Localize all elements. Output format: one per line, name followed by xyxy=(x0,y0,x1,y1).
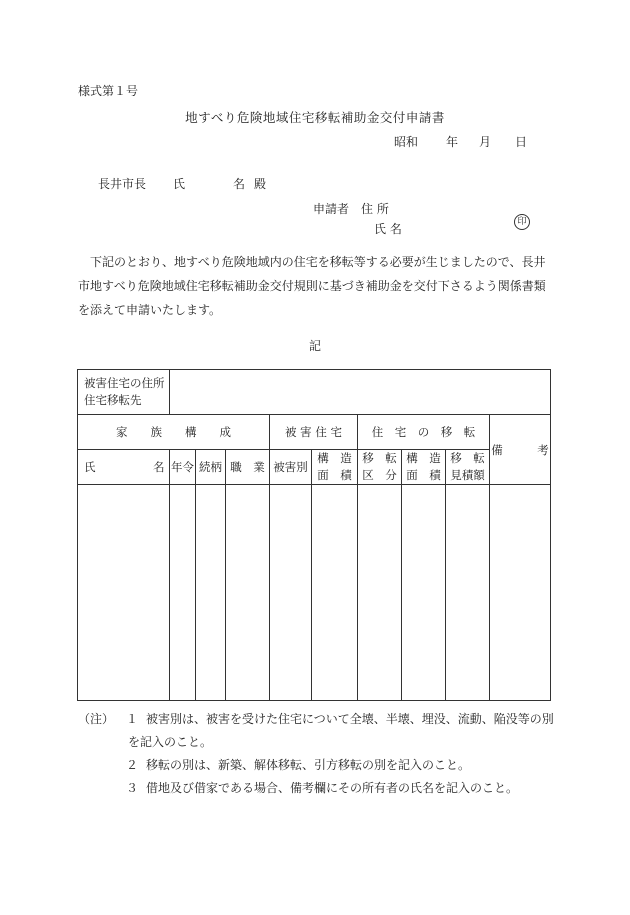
addressee-suffix: 殿 xyxy=(254,177,267,191)
col-estimate-line2: 見積額 xyxy=(450,468,485,482)
age-entry-cell[interactable] xyxy=(170,485,196,701)
col-estimate-line1: 移 転 xyxy=(450,451,485,465)
damage-type-entry-cell[interactable] xyxy=(270,485,312,701)
date-year: 年 xyxy=(446,135,459,149)
applicant-address-label: 住 所 xyxy=(361,202,389,216)
notes-section xyxy=(78,708,558,800)
note-number: ３ xyxy=(126,781,139,795)
addressee-mei: 名 xyxy=(233,177,246,191)
col-structure-area-line2: 面 積 xyxy=(317,468,352,482)
body-line: を添えて申請いたします。 xyxy=(78,303,222,317)
note-item xyxy=(78,708,558,731)
address-value-cell[interactable] xyxy=(170,370,551,415)
note-text: 被害別は、被害を受けた住宅について全壊、半壊、埋没、流動、陥没等の別 xyxy=(146,712,554,726)
col-age: 年令 xyxy=(170,450,196,485)
col-new-structure xyxy=(402,450,446,485)
date-month: 月 xyxy=(479,135,492,149)
col-relocation-type-line1: 移 転 xyxy=(362,451,397,465)
damaged-address-label: 被害住宅の住所 xyxy=(84,376,165,390)
name-entry-cell[interactable] xyxy=(78,485,170,701)
col-occupation: 職 業 xyxy=(226,450,270,485)
col-damage-type: 被害別 xyxy=(270,450,312,485)
note-text: 借地及び借家である場合、備考欄にその所有者の氏名を記入のこと。 xyxy=(146,781,519,795)
note-continuation: を記入のこと。 xyxy=(128,735,213,749)
body-line: 下記のとおり、地すべり危険地域内の住宅を移転等する必要が生じましたので、長井 xyxy=(78,255,546,269)
body-paragraph xyxy=(78,250,552,322)
ki-heading: 記 xyxy=(308,339,321,353)
form-title: 地すべり危険地域住宅移転補助金交付申請書 xyxy=(185,110,445,125)
addressee-title: 長井市長 xyxy=(98,177,147,191)
relocation-header: 住 宅 の 移 転 xyxy=(358,415,490,450)
col-estimate xyxy=(446,450,490,485)
new-structure-entry-cell[interactable] xyxy=(402,485,446,701)
occupation-entry-cell[interactable] xyxy=(226,485,270,701)
application-table xyxy=(77,369,551,701)
structure-area-entry-cell[interactable] xyxy=(312,485,358,701)
note-item xyxy=(78,754,558,777)
note-text: 移転の別は、新築、解体移転、引方移転の別を記入のこと。 xyxy=(146,758,471,772)
col-name: 氏 名 xyxy=(78,450,170,485)
remarks-entry-cell[interactable] xyxy=(490,485,551,701)
notes-label: （注） xyxy=(78,712,115,726)
family-header: 家 族 構 成 xyxy=(78,415,270,450)
addressee-shi: 氏 xyxy=(173,177,186,191)
remarks-header: 備 考 xyxy=(490,415,551,485)
date-day: 日 xyxy=(515,135,528,149)
date-era: 昭和 xyxy=(394,135,419,149)
damaged-house-header: 被 害 住 宅 xyxy=(270,415,358,450)
applicant-label: 申請者 xyxy=(313,202,350,216)
note-number: １ xyxy=(126,712,139,726)
note-item xyxy=(78,777,558,800)
address-header-cell xyxy=(78,370,170,415)
col-new-structure-line1: 構 造 xyxy=(406,451,441,465)
col-relation: 続柄 xyxy=(196,450,226,485)
col-structure-area xyxy=(312,450,358,485)
applicant-name-label: 氏 名 xyxy=(374,222,402,236)
col-relocation-type-line2: 区 分 xyxy=(362,468,397,482)
note-number: ２ xyxy=(126,758,139,772)
col-new-structure-line2: 面 積 xyxy=(406,468,441,482)
body-line: 市地すべり危険地域住宅移転補助金交付規則に基づき補助金を交付下さるよう関係書類 xyxy=(78,279,546,293)
relation-entry-cell[interactable] xyxy=(196,485,226,701)
form-number: 様式第１号 xyxy=(78,84,139,98)
seal-mark: 印 xyxy=(514,214,530,230)
relocation-type-entry-cell[interactable] xyxy=(358,485,402,701)
col-relocation-type xyxy=(358,450,402,485)
col-structure-area-line1: 構 造 xyxy=(317,451,352,465)
estimate-entry-cell[interactable] xyxy=(446,485,490,701)
relocation-address-label: 住宅移転先 xyxy=(84,393,142,407)
